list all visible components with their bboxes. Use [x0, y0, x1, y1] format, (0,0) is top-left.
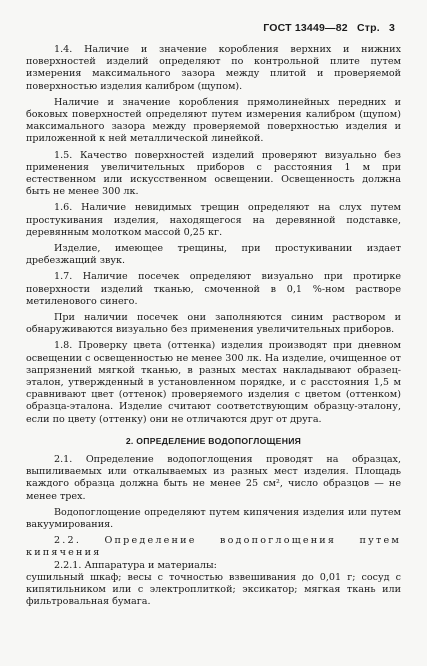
standard-number: ГОСТ 13449—82: [263, 22, 348, 34]
equipment-list: сушильный шкаф; весы с точностью взвешивания до 0,01 г; сосуд с кипятильником или с электроплиткой; эксикатор; мягкая ткань или фильтровальная бумага.: [26, 571, 401, 608]
page-label: Стр.: [356, 22, 380, 34]
method-heading: 2.2. Определение водопоглощения путем кипячения: [26, 535, 401, 559]
paragraph-1-8: 1.8. Проверку цвета (оттенка) изделия производят при дневном освещении с освещенностью не менее 300 лк. На изделие, очищенное от запрязнений мягкой тканью, в разных местах накладывают образец-эталон, утвержденный в установленном порядке, и с расстояния 1,5 м сравнивают цвет (оттенок) проверяемого изделия с цветом (оттенком) образца-эталона. Изделие считают соответствующим образцу-эталону, если по цвету (оттенку) они не отличаются друг от друга.: [26, 340, 401, 425]
paragraph-1-7: 1.7. Наличие посечек определяют визуально при протирке поверхности изделий тканью, смоченной в 0,1 %-ном растворе метиленового синего.: [26, 271, 401, 307]
page-number: 3: [388, 22, 395, 34]
paragraph-1-5: 1.5. Качество поверхностей изделий проверяют визуально без применения увеличительных приборов с расстояния 1 м при естественном или искусственном освещении. Освещенность должна быть не менее 300 лк.: [26, 149, 401, 198]
page-header: [26, 22, 401, 34]
section-title: 2. ОПРЕДЕЛЕНИЕ ВОДОПОГЛОЩЕНИЯ: [125, 435, 302, 446]
paragraph-1-4-cont: Наличие и значение коробления прямолинейных передних и боковых поверхностей определяют путем измерения калибром (щупом) максимального зазора между проверяемой поверхностью изделия и приложенной к ней металлической линейкой.: [26, 96, 401, 145]
paragraph-2-1-cont: Водопоглощение определяют путем кипячения изделия или путем вакуумирования.: [26, 506, 401, 530]
subsection-2-2-1: 2.2.1. Аппаратура и материалы:: [54, 559, 217, 571]
paragraph-1-4: 1.4. Наличие и значение коробления верхних и нижних поверхностей изделий определяют по контрольной плите путем измерения максимального зазора между плитой и проверяемой поверхностью изделия калибром (щупом).: [26, 44, 401, 92]
paragraph-1-6-cont: Изделие, имеющее трещины, при простукивании издает дребезжащий звук.: [26, 243, 401, 267]
paragraph-1-6: 1.6. Наличие невидимых трещин определяют на слух путем простукивания изделия, находящегося на деревянной подставке, деревянным молотком массой 0,25 кг.: [26, 202, 401, 238]
paragraph-1-7-cont: При наличии посечек они заполняются синим раствором и обнаруживаются визуально без применения увеличительных приборов.: [26, 312, 401, 336]
paragraph-2-1: 2.1. Определение водопоглощения проводят на образцах, выпиливаемых или откалываемых из разных мест изделия. Площадь каждого образца должна быть не менее 25 см², число образцов — не менее трех.: [26, 453, 401, 502]
